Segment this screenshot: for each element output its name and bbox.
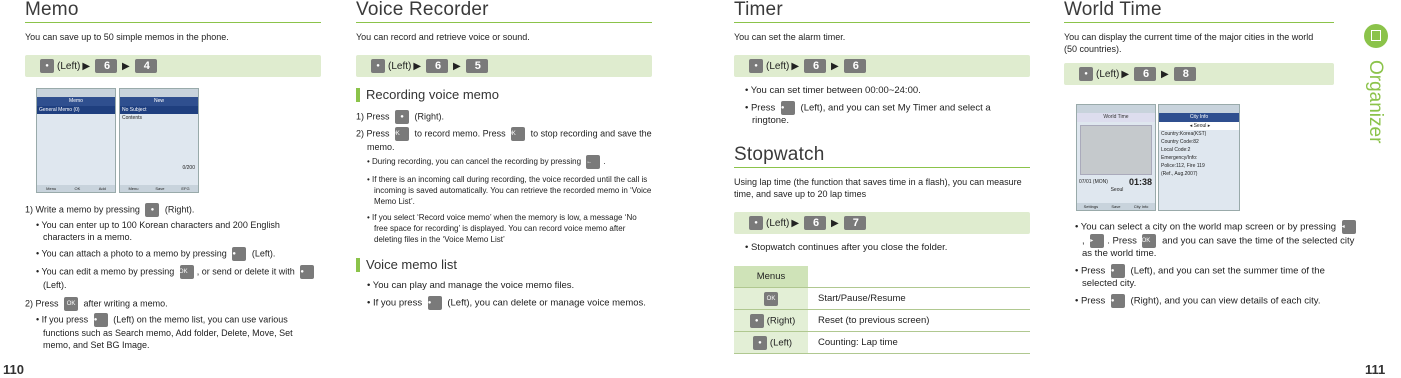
memo-title: Memo: [25, 0, 79, 20]
back-key-icon: ←: [586, 155, 600, 169]
arrow-right-icon: ▶: [1121, 68, 1130, 80]
menu-ok-key-icon: OK: [180, 265, 194, 279]
number-key-icon: 6: [95, 59, 117, 73]
menu-value-cell: Reset (to previous screen): [808, 310, 1030, 332]
world-desc: You can display the current time of the major cities in the world: [1064, 32, 1314, 42]
info-row: Police:112, Fire 119: [1161, 163, 1205, 169]
info-row: Country Code:82: [1161, 139, 1199, 145]
arrow-right-icon: ▶: [1161, 68, 1169, 80]
world-bullets: [1064, 218, 1360, 338]
number-key-icon: 4: [135, 59, 157, 73]
soft-key-icon: ●: [40, 59, 54, 73]
menu-ok-key-icon: OK: [64, 297, 78, 311]
voice-keypath: [356, 55, 652, 77]
stopwatch-desc: Using lap time (the function that saves time in a flash), you can measure time, and save up to 20 lap times: [734, 177, 1022, 199]
divider: [25, 22, 321, 23]
divider: [1064, 22, 1334, 23]
soft-key-icon: ●: [749, 216, 763, 230]
info-row: (Ref., Aug.2007): [1161, 171, 1198, 177]
number-key-icon: 6: [844, 59, 866, 73]
time-row: 07/01 (MON) 01:38: [1079, 177, 1152, 187]
voice-step-1: 1) Press ● (Right).: [356, 110, 652, 124]
softkey-bar: Settings Save City Info: [1077, 203, 1155, 210]
status-bar: [120, 89, 198, 97]
list-item: General Memo (0): [37, 106, 115, 114]
menu-ok-key-icon: OK: [511, 127, 525, 141]
screen-title: New: [120, 97, 198, 106]
number-key-icon: 8: [1174, 67, 1196, 81]
timer-desc: You can set the alarm timer.: [734, 32, 846, 42]
softkey-bar: Menu Save EFG: [120, 185, 198, 192]
arrow-right-icon: ▶: [82, 60, 91, 72]
soft-key-icon: ●: [781, 101, 795, 115]
arrow-right-icon: ▶: [791, 217, 800, 229]
soft-key-icon: ●: [1079, 67, 1093, 81]
info-row: Country:Korea(KST): [1161, 131, 1207, 137]
voice-bullet: • You can play and manage the voice memo files.: [367, 280, 575, 291]
organizer-icon: [1364, 24, 1388, 48]
memo-step-1: 1) Write a memo by pressing ● (Right).: [25, 203, 321, 217]
world-bullet: • Press ● (Right), and you can view details of each city.: [1075, 295, 1321, 307]
number-key-icon: 6: [426, 59, 448, 73]
voice-sub-bullet: • If you select ‘Record voice memo’ when the memory is low, a message ‘No free space for recording’ is displayed. You can record voice memo after deleting files in the ‘Voice Memo List’: [367, 213, 637, 244]
city-info-screenshot: [1158, 104, 1240, 211]
soft-key-icon: ●: [300, 265, 314, 279]
timer-bullet: • Press ● (Left), and you can set My Timer and select a ringtone.: [745, 102, 991, 126]
screen-title: World Time: [1077, 113, 1155, 122]
world-bullet: • You can select a city on the world map screen or by pressing ◂, ▸ . Press OK and you can save the time of the selected city as the world time.: [1075, 221, 1355, 259]
memo-keypath: [25, 55, 321, 77]
timer-title: Timer: [734, 0, 783, 20]
section-heading: Recording voice memo: [356, 87, 652, 102]
section-heading: Voice memo list: [356, 257, 652, 272]
heading-bar: [356, 258, 360, 272]
screen-title: City Info: [1159, 113, 1239, 122]
number-key-icon: 7: [844, 216, 866, 230]
stopwatch-keypath: [734, 212, 1030, 234]
number-key-icon: 5: [466, 59, 488, 73]
key-label: (Left): [57, 60, 81, 72]
memo-step-2: 2) Press OK after writing a memo.: [25, 297, 321, 311]
menu-value-cell: Counting: Lap time: [808, 332, 1030, 354]
divider: [356, 22, 652, 23]
key-label: (Left): [388, 60, 412, 72]
world-title: World Time: [1064, 0, 1162, 20]
table-row: [734, 288, 1030, 310]
memo-new-screenshot: [119, 88, 199, 193]
soft-key-icon: ●: [1111, 294, 1125, 308]
soft-key-icon: ●: [750, 314, 764, 328]
status-bar: [1077, 105, 1155, 113]
table-header-row: [734, 266, 1030, 288]
number-key-icon: 6: [804, 59, 826, 73]
page-number-right: 111: [1365, 362, 1386, 377]
memo-bullet: • You can edit a memo by pressing OK , or send or delete it with ●(Left).: [33, 265, 321, 291]
voice-bullet: • If you press ● (Left), you can delete or manage voice memos.: [367, 297, 646, 309]
menu-key-cell: ● (Left): [734, 332, 808, 354]
voice-sub-bullet: • During recording, you can cancel the recording by pressing ← .: [356, 155, 652, 169]
soft-key-icon: ●: [371, 59, 385, 73]
soft-key-icon: ●: [145, 203, 159, 217]
heading-bar: [356, 88, 360, 102]
city-selector: ◂ Seoul ▸: [1159, 122, 1239, 130]
key-label: (Left): [766, 60, 790, 72]
arrow-right-icon: ▶: [413, 60, 422, 72]
timer-keypath: [734, 55, 1030, 77]
key-label: (Left): [766, 217, 790, 229]
status-bar: [37, 89, 115, 97]
divider: [734, 22, 1030, 23]
status-bar: [1159, 105, 1239, 113]
menu-key-cell: [734, 288, 808, 310]
arrow-right-icon: ▶: [791, 60, 800, 72]
memo-bullet: • If you press ● (Left) on the memo list, you can use various functions such as Search memo, Add folder, Delete, Move, Set memo, and Set BG Image.: [36, 314, 293, 350]
page-number-left: 110: [3, 362, 24, 377]
arrow-right-icon: ▶: [831, 217, 839, 229]
side-tab-label: Organizer: [1365, 60, 1386, 144]
info-row: Local Code:2: [1161, 147, 1191, 153]
side-tab: [1364, 24, 1394, 48]
key-label: (Left): [1096, 68, 1120, 80]
city-name: Seoul: [1110, 187, 1124, 193]
soft-key-icon: ●: [428, 296, 442, 310]
char-counter: 0/200: [182, 165, 195, 171]
menu-key-cell: ● (Right): [734, 310, 808, 332]
voice-sub-bullet: • If there is an incoming call during recording, the voice recorded until the call is incoming is saved automatically. You can retrieve the recorded memo in ‘Voice Memo List’.: [367, 175, 652, 206]
stopwatch-title: Stopwatch: [734, 144, 825, 165]
table-row: [734, 310, 1030, 332]
memo-steps: [25, 203, 321, 363]
right-arrow-key-icon: ▸: [1090, 234, 1104, 248]
memo-list-screenshot: [36, 88, 116, 193]
contents-row: Contents: [122, 115, 143, 121]
memo-bullet: • You can attach a photo to a memo by pressing ● (Left).: [33, 247, 321, 261]
world-map-image: [1080, 125, 1152, 175]
screen-title: Memo: [37, 97, 115, 106]
menu-ok-key-icon: OK: [764, 292, 778, 306]
menu-ok-key-icon: OK: [1142, 234, 1156, 248]
voice-step-2: 2) Press OK to record memo. Press OK to stop recording and save the memo.: [356, 128, 652, 152]
timer-section: [734, 0, 1030, 378]
voice-desc: You can record and retrieve voice or sound.: [356, 32, 530, 42]
soft-key-icon: ●: [395, 110, 409, 124]
soft-key-icon: ●: [232, 247, 246, 261]
subject-row: No Subject: [120, 106, 198, 114]
world-keypath: [1064, 63, 1334, 85]
voice-title: Voice Recorder: [356, 0, 489, 20]
world-time-screenshot: [1076, 104, 1156, 211]
arrow-right-icon: ▶: [831, 60, 839, 72]
info-row: Emergency/Info:: [1161, 155, 1198, 161]
memo-desc: You can save up to 50 simple memos in the phone.: [25, 32, 229, 42]
soft-key-icon: ●: [1111, 264, 1125, 278]
soft-key-icon: ●: [94, 313, 108, 327]
voice-section: [356, 0, 652, 378]
timer-bullet: • You can set timer between 00:00~24:00.: [745, 85, 921, 96]
world-bullet: • Press ● (Left), and you can set the summer time of the selected city.: [1075, 265, 1325, 289]
table-row: [734, 332, 1030, 354]
menus-header: Menus: [734, 266, 808, 288]
number-key-icon: 6: [804, 216, 826, 230]
arrow-right-icon: ▶: [453, 60, 461, 72]
stopwatch-menus-table: [734, 266, 1030, 354]
menu-value-cell: Start/Pause/Resume: [808, 288, 1030, 310]
softkey-bar: Menu OK Add: [37, 185, 115, 192]
menu-ok-key-icon: OK: [395, 127, 409, 141]
world-desc: (50 countries).: [1064, 44, 1122, 54]
divider: [734, 167, 1030, 168]
stopwatch-bullet: • Stopwatch continues after you close the folder.: [745, 242, 948, 253]
memo-bullet: • You can enter up to 100 Korean characters and 200 English characters in a memo.: [36, 220, 280, 242]
number-key-icon: 6: [1134, 67, 1156, 81]
soft-key-icon: ●: [753, 336, 767, 350]
soft-key-icon: ●: [749, 59, 763, 73]
arrow-right-icon: ▶: [122, 60, 130, 72]
left-arrow-key-icon: ◂: [1342, 220, 1356, 234]
